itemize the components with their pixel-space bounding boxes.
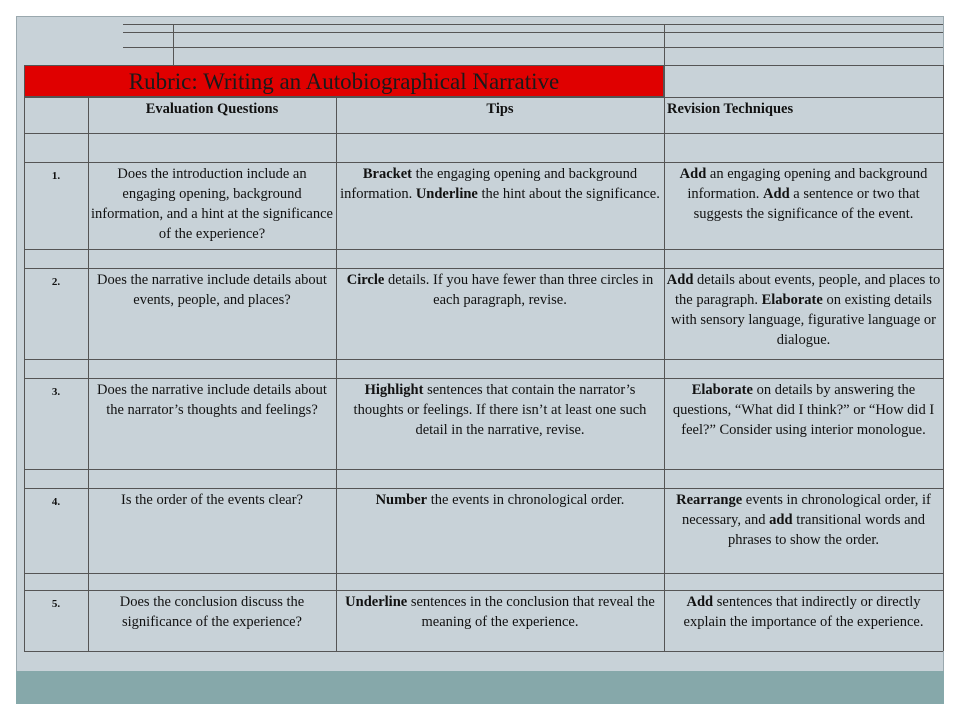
grid-line xyxy=(24,359,943,360)
grid-line xyxy=(24,65,943,66)
question-cell: Is the order of the events clear? xyxy=(121,492,303,508)
row-number: 5. xyxy=(51,598,61,610)
grid-line xyxy=(123,24,943,25)
revision-cell: Add sentences that indirectly or directly explain the importance of the experience. xyxy=(683,594,924,630)
grid-line xyxy=(24,573,943,574)
grid-line xyxy=(24,651,943,652)
row-number: 3. xyxy=(51,386,61,398)
revision-cell: Add details about events, people, and places to the paragraph. Elaborate on existing details with sensory language, figurative language or dialogue. xyxy=(666,272,941,348)
grid-line xyxy=(24,133,943,134)
question-cell: Does the narrative include details about the narrator’s thoughts and feelings? xyxy=(97,382,327,418)
grid-line xyxy=(123,47,943,48)
tip-cell: Highlight sentences that contain the narrator’s thoughts or feelings. If there isn’t at least one such detail in the narrative, revise. xyxy=(353,382,647,438)
header-tips: Tips xyxy=(486,101,514,117)
rubric-title: Rubric: Writing an Autobiographical Narrative xyxy=(128,69,560,94)
grid-line xyxy=(173,24,174,65)
row-number: 2. xyxy=(51,276,61,288)
tip-cell: Underline sentences in the conclusion that reveal the meaning of the experience. xyxy=(345,594,655,630)
tip-cell: Number the events in chronological order. xyxy=(375,492,625,508)
revision-cell: Add an engaging opening and background information. Add a sentence or two that suggests the significance of the event. xyxy=(679,166,928,222)
row-number: 1. xyxy=(51,170,61,182)
grid-line xyxy=(943,65,944,651)
footer-band xyxy=(16,671,944,704)
grid-line xyxy=(123,32,943,33)
grid-line xyxy=(24,249,943,250)
revision-cell: Rearrange events in chronological order, if necessary, and add transitional words and phrases to show the order. xyxy=(676,492,931,548)
header-evaluation-questions: Evaluation Questions xyxy=(145,101,279,117)
header-revision-techniques: Revision Techniques xyxy=(667,101,794,117)
tip-cell: Bracket the engaging opening and background information. Underline the hint about the significance. xyxy=(340,166,660,202)
question-cell: Does the conclusion discuss the significance of the experience? xyxy=(119,594,305,630)
question-cell: Does the introduction include an engaging opening, background information, and a hint at the significance of the experience? xyxy=(91,166,333,242)
revision-cell: Elaborate on details by answering the questions, “What did I think?” or “How did I feel?” Consider using interior monologue. xyxy=(672,382,935,438)
question-cell: Does the narrative include details about events, people, and places? xyxy=(97,272,327,308)
grid-line xyxy=(24,469,943,470)
tip-cell: Circle details. If you have fewer than three circles in each paragraph, revise. xyxy=(346,272,654,308)
grid-line xyxy=(664,24,665,65)
row-number: 4. xyxy=(51,496,61,508)
